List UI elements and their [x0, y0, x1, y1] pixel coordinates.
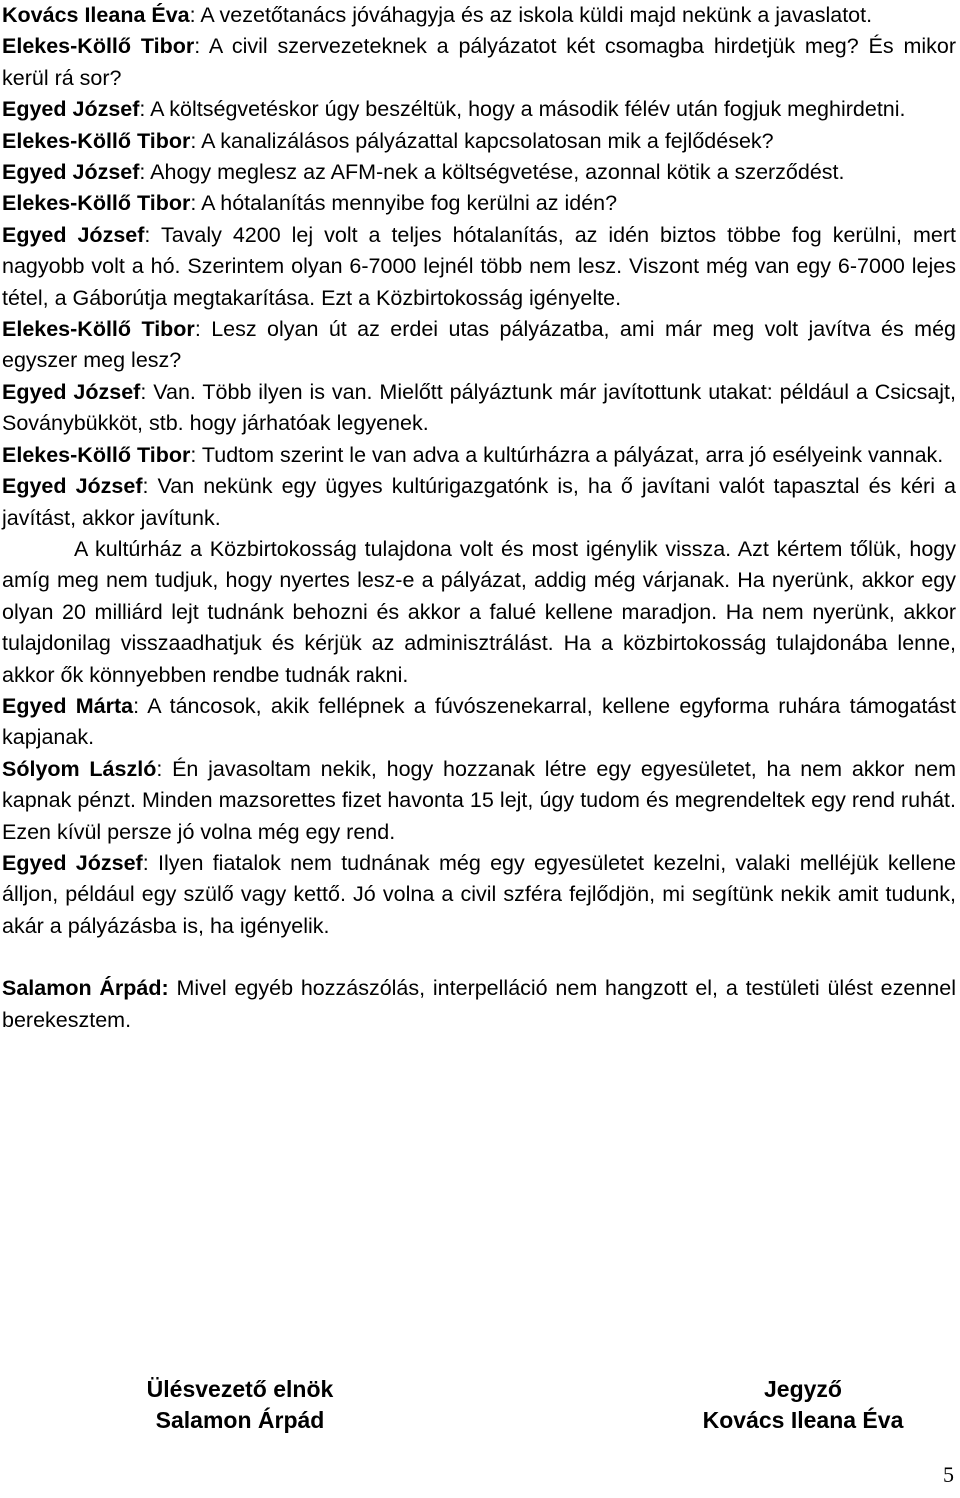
- minutes-body: [2, 0, 956, 1036]
- dialogue-paragraph: [2, 534, 956, 691]
- speaker-name: Egyed József: [2, 474, 143, 499]
- closing-paragraph: [2, 973, 956, 1036]
- closing-text: Mivel egyéb hozzászólás, interpelláció nem hangzott el, a testületi ülést ezennel berekesztem.: [2, 976, 956, 1032]
- speech-text: : Ilyen fiatalok nem tudnának még egy egyesületet kezelni, valaki melléjük kellene álljon, például egy szülő vagy kettő. Jó volna a civil szféra fejlődjön, mi segítünk nekik amit tudunk, akár a pályázásba is, ha igényelik.: [2, 850, 956, 938]
- dialogue-paragraph: [2, 188, 956, 219]
- speech-text: A kultúrház a Közbirtokosság tulajdona volt és most igénylik vissza. Azt kértem tőlük, hogy amíg meg nem tudjuk, hogy nyertes lesz-e a pályázat, addig még várjanak. Ha nyerünk, akkor egy olyan 20 milliárd lejt tudnánk behozni és akkor a falué kellene maradjon. Ha nem nyerünk, akkor tulajdonilag visszaadhatjuk és kérjük az adminisztrálást. Ha a közbirtokosság tulajdonába lenne, akkor ők könnyebben rendbe tudnák rakni.: [2, 536, 956, 687]
- speech-text: : Lesz olyan út az erdei utas pályázatba, ami már meg volt javítva és még egyszer meg lesz?: [2, 317, 956, 373]
- dialogue-paragraph: [2, 94, 956, 125]
- speaker-name: Elekes-Köllő Tibor: [2, 442, 191, 467]
- chair-name: Salamon Árpád: [155, 1407, 325, 1433]
- chair-signature-block: [60, 1374, 420, 1436]
- speech-text: : A civil szervezeteknek a pályázatot két csomagba hirdetjük meg? És mikor kerül rá sor?: [2, 34, 957, 90]
- speech-text: : Van nekünk egy ügyes kultúrigazgatónk is, ha ő javítani valót tapasztal és kéri a javítást, akkor javítunk.: [2, 474, 956, 530]
- speech-text: : A költségvetéskor úgy beszéltük, hogy a második félév után fogjuk meghirdetni.: [139, 97, 906, 122]
- speech-text: : A táncosok, akik fellépnek a fúvószenekarral, kellene egyforma ruhára támogatást kapjanak.: [2, 693, 956, 750]
- notary-title: Jegyző: [764, 1376, 842, 1402]
- notary-signature-block: [623, 1374, 960, 1436]
- speaker-name: Kovács Ileana Éva: [2, 3, 190, 27]
- speaker-name: Sólyom László: [2, 756, 157, 781]
- notary-name: Kovács Ileana Éva: [702, 1407, 904, 1433]
- speaker-name: Egyed József: [2, 379, 141, 404]
- dialogue-paragraph: [2, 471, 956, 534]
- speech-text: : Tudtom szerint le van adva a kultúrházra a pályázat, arra jó esélyeink vannak.: [190, 442, 944, 467]
- dialogue-paragraph: [2, 754, 956, 848]
- speaker-name: Elekes-Köllő Tibor: [2, 191, 191, 216]
- dialogue-paragraph: [2, 126, 956, 157]
- speech-text: : A kanalizálásos pályázattal kapcsolatosan mik a fejlődések?: [190, 128, 774, 153]
- page-number: 5: [943, 1462, 954, 1487]
- dialogue-paragraph: [2, 314, 956, 377]
- paragraph-spacer: [2, 942, 956, 973]
- speaker-name: Elekes-Köllő Tibor: [2, 317, 195, 342]
- speech-text: : A hótalanítás mennyibe fog kerülni az idén?: [190, 191, 618, 216]
- speaker-name: Egyed József: [2, 222, 145, 247]
- speaker-name: Egyed József: [2, 97, 140, 122]
- dialogue-paragraph: [2, 220, 956, 314]
- speaker-name: Elekes-Köllő Tibor: [2, 34, 195, 59]
- dialogue-paragraph: [2, 848, 956, 942]
- dialogue-paragraph: [2, 0, 956, 31]
- speech-text: : A vezetőtanács jóváhagyja és az iskola küldi majd nekünk a javaslatot.: [189, 3, 873, 27]
- dialogue-paragraph: [2, 377, 956, 440]
- chair-title: Ülésvezető elnök: [146, 1376, 334, 1402]
- dialogue-paragraphs: [2, 0, 956, 942]
- speaker-name: Egyed József: [2, 160, 140, 185]
- speaker-name: Elekes-Köllő Tibor: [2, 128, 191, 153]
- speaker-name: Egyed Márta: [2, 693, 134, 718]
- speech-text: : Ahogy meglesz az AFM-nek a költségvetése, azonnal kötik a szerződést.: [139, 160, 845, 185]
- dialogue-paragraph: [2, 31, 956, 94]
- dialogue-paragraph: [2, 440, 956, 471]
- dialogue-paragraph: [2, 157, 956, 188]
- dialogue-paragraph: [2, 691, 956, 754]
- closing-speaker: Salamon Árpád:: [2, 976, 169, 1001]
- speech-text: : Én javasoltam nekik, hogy hozzanak létre egy egyesületet, ha nem akkor nem kapnak pénzt. Minden mazsorettes fizet havonta 15 lejt, úgy tudom és megrendeltek egy rend ruhát. Ezen kívül persze jó volna még egy rend.: [2, 756, 956, 844]
- speech-text: : Tavaly 4200 lej volt a teljes hótalanítás, az idén biztos többe fog kerülni, mert nagyobb volt a hó. Szerintem olyan 6-7000 lejnél több nem lesz. Viszont még van egy 6-7000 lejes tétel, a Gáborútja megtakarítása. Ezt a Közbirtokosság igényelte.: [2, 222, 956, 310]
- speaker-name: Egyed József: [2, 850, 143, 875]
- speech-text: : Van. Több ilyen is van. Mielőtt pályáztunk már javítottunk utakat: például a Csicsajt, Soványbükköt, stb. hogy járhatóak legyenek.: [2, 379, 957, 436]
